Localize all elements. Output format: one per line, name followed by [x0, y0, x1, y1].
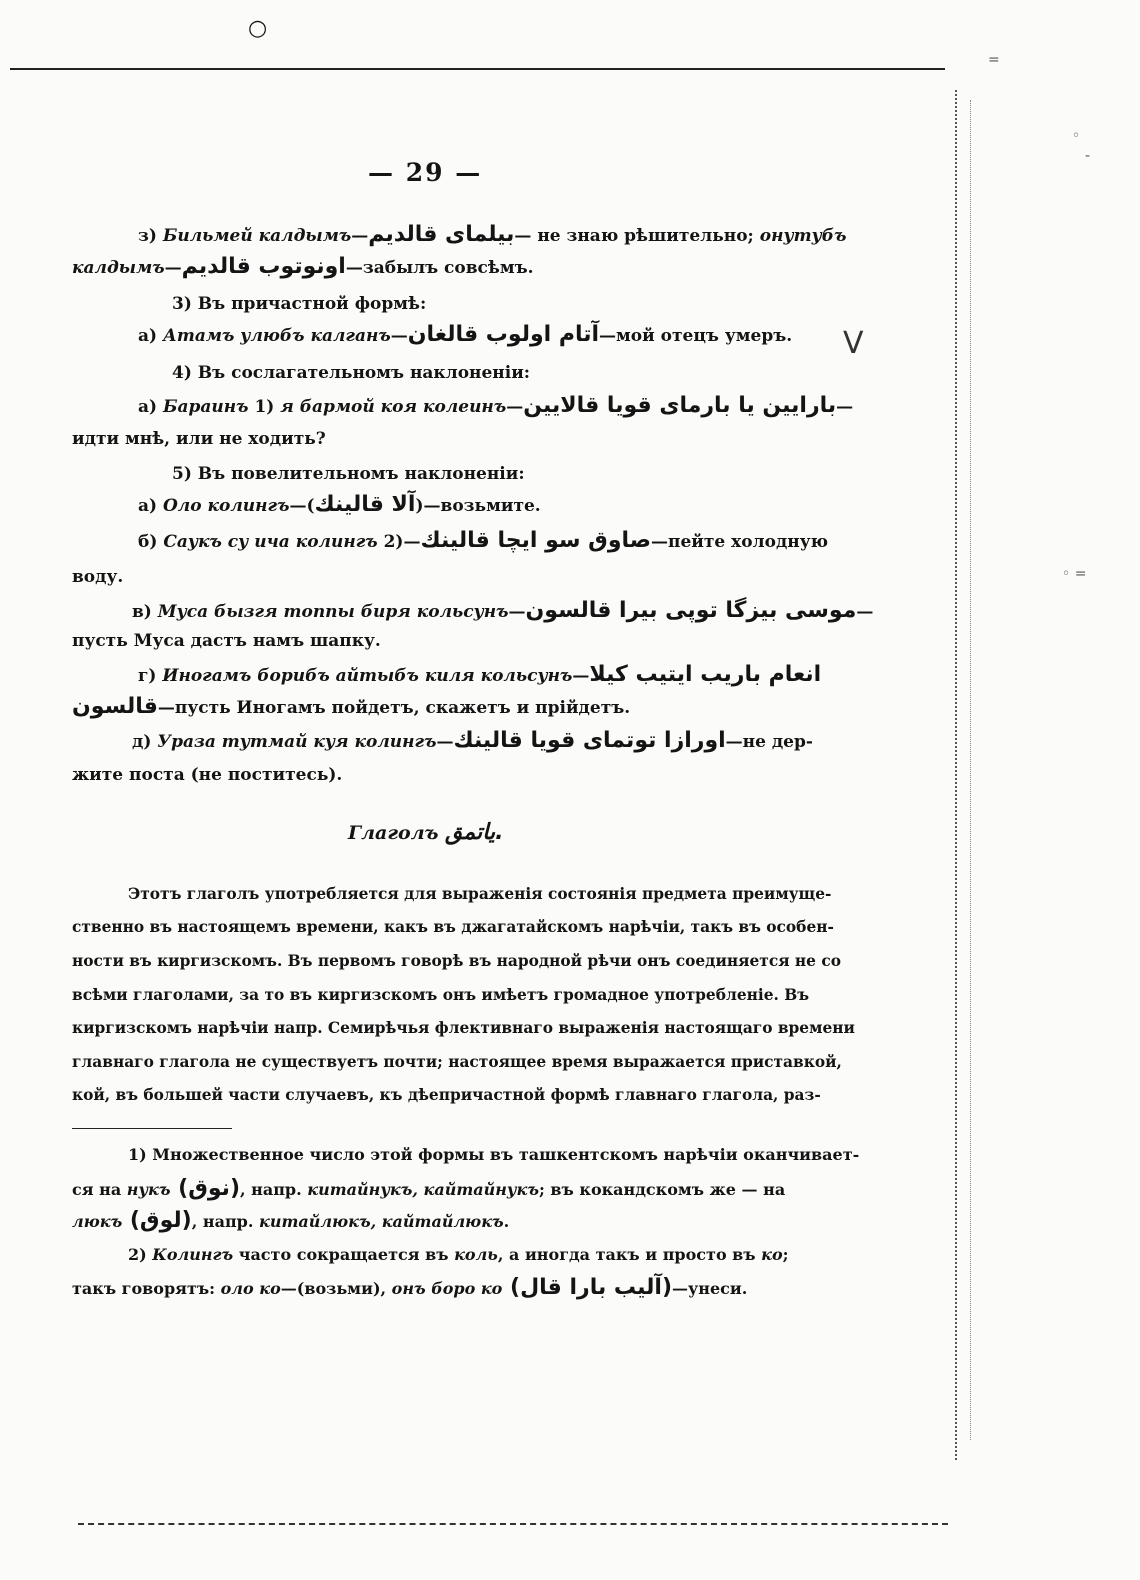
paragraph-line: всѣми глаголами, за то въ киргизскомъ онъ имѣетъ громадное употребленіе. Въ: [72, 986, 810, 1004]
margin-mark: =: [988, 52, 1000, 68]
example-line: г) Иногамъ борибъ айтыбъ киля кольсунъ—انعام باريب ايتيب كيلا: [138, 662, 822, 687]
paragraph-line: кой, въ большей части случаевъ, къ дѣепричастной формѣ главнаго глагола, раз-: [72, 1086, 821, 1104]
footnote-line: 1) Множественное число этой формы въ ташкентскомъ нарѣчіи оканчивает-: [128, 1145, 860, 1164]
example-line: пусть Муса дастъ намъ шапку.: [72, 631, 381, 651]
margin-mark: -: [1085, 148, 1091, 164]
section-heading: Глаголъ ياتمق.: [348, 820, 504, 845]
paragraph-line: киргизскомъ нарѣчіи напр. Семирѣчья флективнаго выраженія настоящаго времени: [72, 1019, 855, 1037]
example-line: д) Ураза тутмай куя колингъ—اورازا توتماى قويا قالينك—не дер-: [132, 728, 813, 753]
example-line: калдымъ—اونوتوب قالديم—забылъ совсѣмъ.: [72, 254, 534, 279]
footnote-line: люкъ (لوق), напр. китайлюкъ, кайтайлюкъ.: [72, 1208, 510, 1233]
example-line: жите поста (не поститесь).: [72, 765, 343, 785]
section-label: 3) Въ причастной формѣ:: [172, 294, 427, 314]
margin-check-mark: V: [843, 326, 864, 361]
bottom-rule: [78, 1523, 948, 1525]
paragraph-line: главнаго глагола не существуетъ почти; настоящее время выражается приставкой,: [72, 1053, 842, 1071]
footnote-rule: [72, 1128, 232, 1129]
footnote-line: ся на нукъ (نوق), напр. китайнукъ, кайтайнукъ; въ кокандскомъ же — на: [72, 1176, 786, 1201]
corner-mark: ○: [248, 16, 268, 41]
example-line: а) Атамъ улюбъ калганъ—آتام اولوب قالغان—мой отецъ умеръ.: [138, 322, 793, 347]
section-label: 5) Въ повелительномъ наклоненіи:: [172, 464, 525, 484]
example-line: б) Саукъ су ича колингъ 2)—صاوق سو ايچا قالينك—пейте холодную: [138, 528, 829, 553]
example-line: воду.: [72, 567, 124, 587]
page-number: — 29 —: [368, 158, 483, 187]
paragraph-line: Этотъ глаголъ употребляется для выраженія состоянія предмета преимуще-: [128, 885, 832, 903]
example-line: قالسون—пусть Иногамъ пойдетъ, скажетъ и прійдетъ.: [72, 694, 631, 719]
top-rule: [10, 68, 945, 70]
example-line: а) Бараинъ 1) я бармой коя колеинъ—بارايين يا بارماى قويا قالايين—: [138, 393, 854, 418]
page-edge: [955, 90, 957, 1460]
footnote-line: такъ говорятъ: оло ко—(возьми), онъ боро ко (آليب بارا قال)—унеси.: [72, 1275, 748, 1300]
page-edge-inner: [970, 100, 971, 1440]
paragraph-line: ности въ киргизскомъ. Въ первомъ говорѣ въ народной рѣчи онъ соединяется не со: [72, 952, 841, 970]
example-line: идти мнѣ, или не ходить?: [72, 429, 326, 449]
footnote-line: 2) Колингъ часто сокращается въ коль, а иногда такъ и просто въ ко;: [128, 1245, 789, 1264]
section-label: 4) Въ сослагательномъ наклоненіи:: [172, 363, 531, 383]
example-line: в) Муса бызгя топпы биря кольсунъ—موسى بيزگا توپى بيرا قالسون—: [132, 598, 874, 623]
paragraph-line: ственно въ настоящемъ времени, какъ въ джагатайскомъ нарѣчіи, такъ въ особен-: [72, 918, 834, 936]
example-line: з) Бильмей калдымъ—بيلماى قالديم— не знаю рѣшительно; онутубъ: [138, 222, 847, 247]
example-line: а) Оло колингъ—(آلا قالينك)—возьмите.: [138, 492, 541, 517]
margin-mark: ◦ =: [1062, 566, 1087, 582]
margin-mark: ◦: [1072, 128, 1081, 144]
